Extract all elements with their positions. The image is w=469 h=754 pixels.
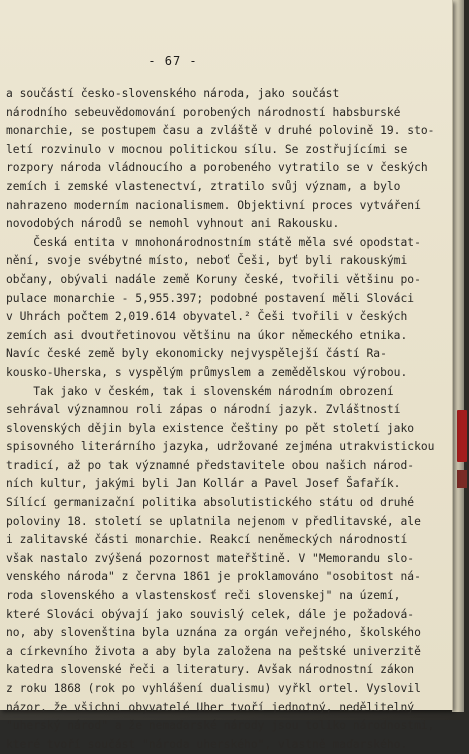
text-line: "uherský národ" a že nemaďarské národy jsou toliko národnostmi, [6, 719, 435, 733]
text-line: které Slováci obývají jako souvislý celek, dále je požadová- [6, 607, 415, 621]
text-line: sehrával významnou roli zápas o národní jazyk. Zvláštností [6, 403, 401, 417]
text-line: katedra slovenské řeči a literatury. Avšak národnostní zákon [6, 663, 415, 677]
text-line: v Uhrách počtem 2,019.614 obyvatel.² Češi tvořili v českých [6, 310, 408, 324]
text-line: a součástí česko-slovenského národa, jako součást [6, 87, 340, 100]
text-line: letí rozvinulo v mocnou politickou sílu. Se zostřujícími se [6, 142, 408, 156]
body-text [6, 85, 435, 754]
text-line: kousko-Uherska, s vyspělým průmyslem a zemědělskou výrobou. [6, 365, 408, 379]
text-line: slovenských dějin byla existence češtiny po pět století jako [6, 421, 415, 435]
text-line: však nastalo zvýšená pozornost mateřštině. V "Memorandu slo- [6, 551, 415, 565]
text-line: poloviny 18. století se uplatnila nejenom v předlitavské, ale [6, 514, 421, 528]
text-line: zemích i zemské vlastenectví, ztratilo svůj význam, a bylo [6, 179, 401, 193]
text-line: roda slovenského a vlastenskosť reči slovenskej" na území, [6, 589, 401, 603]
text-line: které tvoří součást "národa uherského", vlastně maďarského. [6, 737, 408, 751]
text-line: národního sebeuvědomování porobených národností habsburské [6, 105, 401, 119]
text-line: Sílící germanizační politika absolutistického státu od druhé [6, 496, 415, 510]
text-line: občany, obývali nadále země Koruny české, tvořili většinu po- [6, 272, 421, 286]
text-line: ních kultur, jakými byli Jan Kollár a Pavel Josef Šafařík. [6, 477, 401, 491]
bookmark-tab-lower [457, 470, 467, 488]
text-line: z roku 1868 (rok po vyhlášení dualismu) vyřkl ortel. Vyslovil [6, 682, 421, 695]
text-line: novodobých národů se nemohl vyhnout ani Rakousku. [6, 217, 340, 231]
text-line: zemích asi dvoutřetinovou většinu na úkor německého etnika. [6, 328, 408, 342]
text-line: spisovného literárního jazyka, udržované zejména utrakvistickou [6, 440, 435, 454]
text-line: a církevního života a aby byla založena na peštské univerzitě [6, 644, 421, 658]
text-line: monarchie, se postupem času a zvláště v druhé polovině 19. sto- [6, 124, 435, 138]
text-line: nění, svoje svébytné místo, neboť Češi, byť byli rakouskými [6, 254, 408, 268]
text-line: rozpory národa vládnoucího a porobeného vytratilo se v českých [6, 161, 428, 175]
text-line: pulace monarchie - 5,955.397; podobné postavení měli Slováci [6, 291, 415, 305]
text-line: i zalitavské části monarchie. Reakcí neněmeckých národností [6, 533, 408, 547]
text-line: tradicí, až po tak významné představitele obou našich národ- [6, 458, 415, 472]
bookmark-tab [457, 410, 467, 462]
text-line: Navíc české země byly ekonomicky nejvyspělejší částí Ra- [6, 347, 387, 361]
text-line: nahrazeno moderním nacionalismem. Objektivní proces vytváření [6, 198, 421, 212]
text-line: Tak jako v českém, tak i slovenském národním obrození [6, 384, 394, 398]
text-line: názor, že všichni obyvatelé Uher tvoří jednotný, nedělitelný [6, 700, 415, 714]
text-line: venského národa" z června 1861 je proklamováno "osobitost ná- [6, 570, 421, 584]
text-line: no, aby slovenština byla uznána za orgán veřejného, školského [6, 626, 421, 640]
text-line: Česká entita v mnohonárodnostním státě měla své opodstat- [6, 235, 421, 249]
book-edge [452, 0, 464, 712]
page-number: - 67 - [148, 54, 198, 68]
